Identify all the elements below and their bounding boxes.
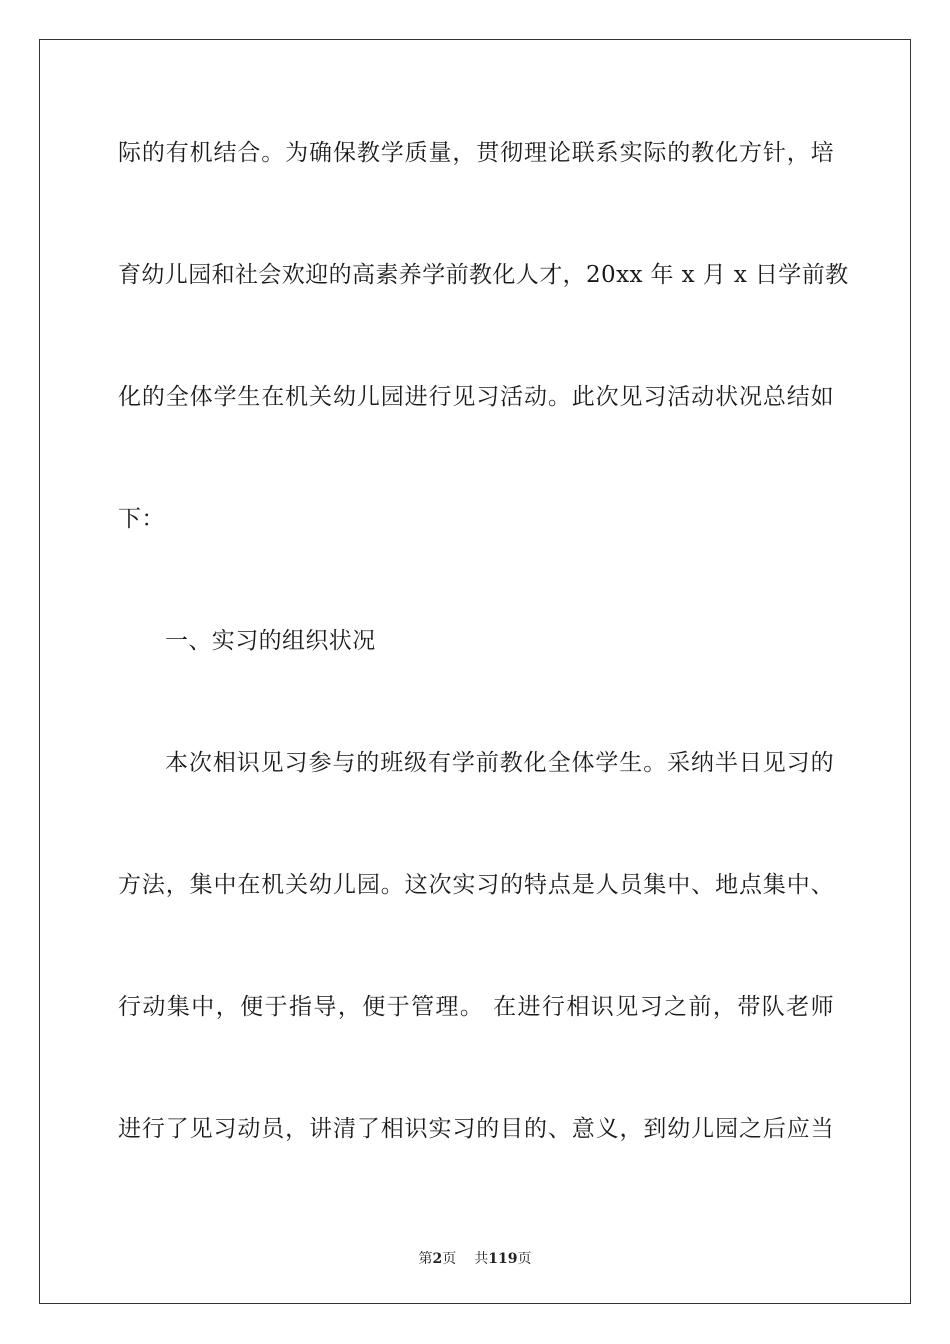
paragraph-line-1: 际的有机结合。为确保教学质量，贯彻理论联系实际的教化方针，培 [118,140,834,166]
section-heading: 一、实习的组织状况 [165,628,376,654]
paragraph-line-7: 行动集中，便于指导，便于管理。 在进行相识见习之前，带队老师 [118,994,834,1020]
paragraph-line-2: 育幼儿园和社会欢迎的高素养学前教化人才，20xx 年 x 月 x 日学前教 [118,262,849,288]
paragraph-line-4: 下： [118,506,165,532]
footer-total-prefix: 共 [474,1251,489,1267]
page-footer [0,1250,950,1268]
paragraph-line-8: 进行了见习动员，讲清了相识实习的目的、意义，到幼儿园之后应当 [118,1116,834,1142]
footer-page-total: 119 [488,1251,518,1267]
footer-page-suffix: 页 [442,1251,457,1267]
paragraph-line-6: 方法，集中在机关幼儿园。这次实习的特点是人员集中、地点集中、 [118,872,834,898]
footer-page-prefix: 第 [418,1251,433,1267]
footer-total-suffix: 页 [517,1251,532,1267]
footer-page-current: 2 [432,1251,443,1267]
paragraph-line-3: 化的全体学生在机关幼儿园进行见习活动。此次见习活动状况总结如 [118,384,834,410]
paragraph-line-5: 本次相识见习参与的班级有学前教化全体学生。采纳半日见习的 [165,750,834,776]
